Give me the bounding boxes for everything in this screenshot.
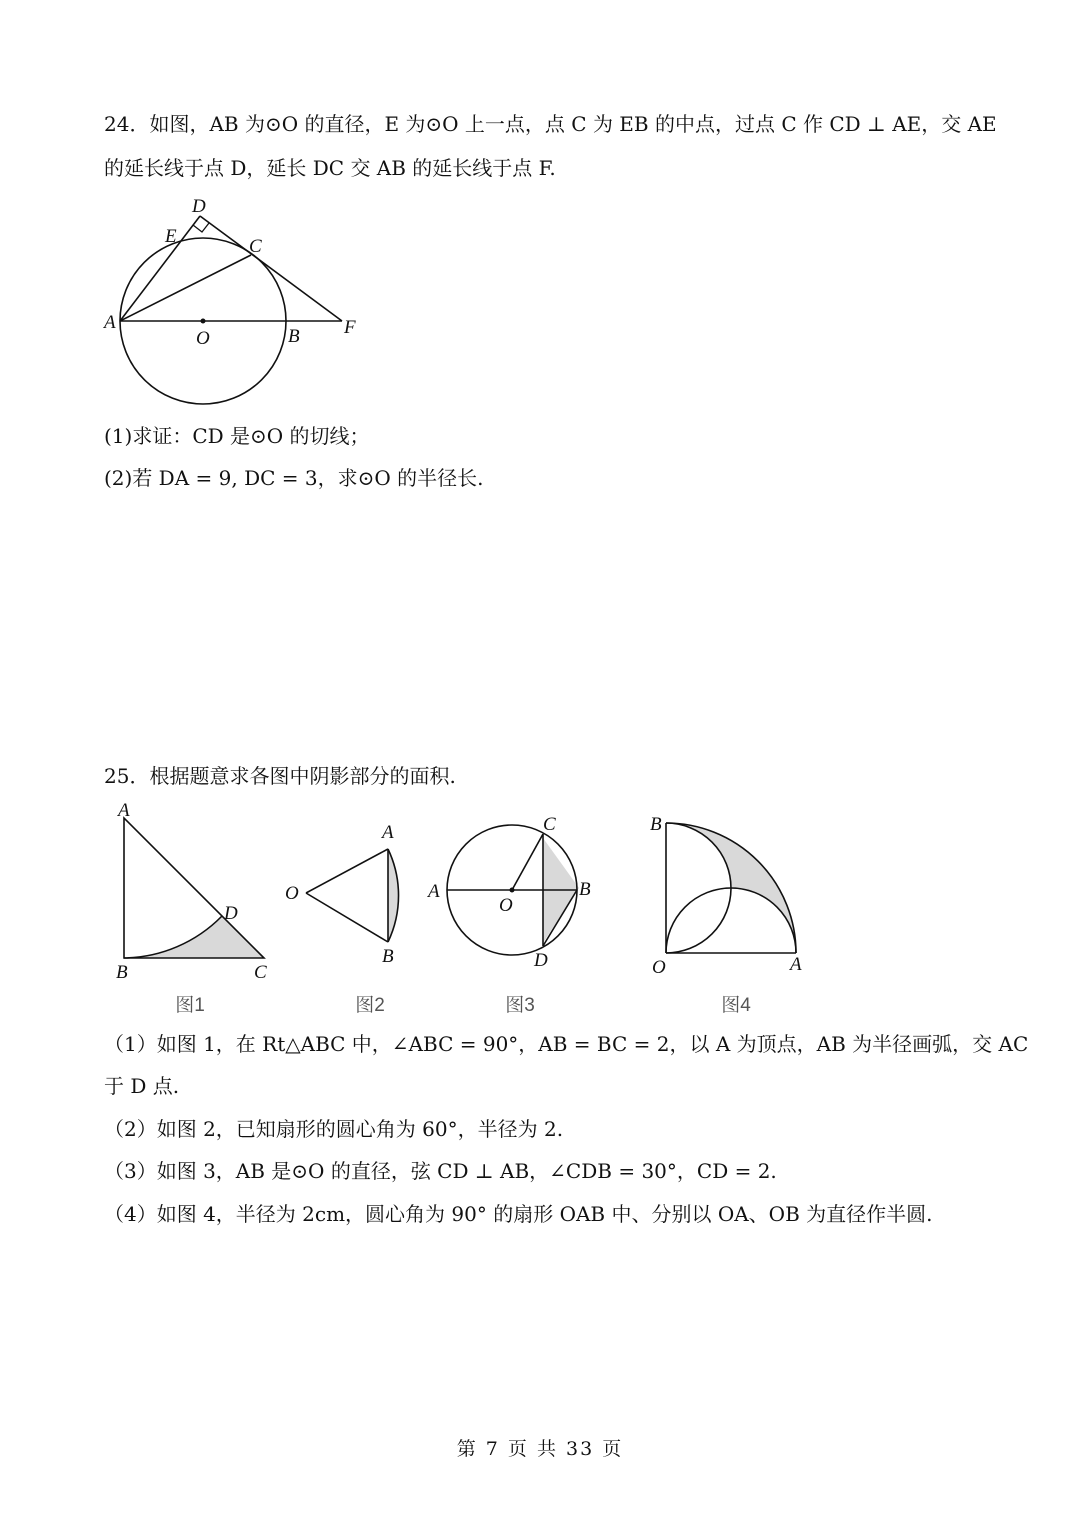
q24-line1: 24．如图，AB 为⊙O 的直径，E 为⊙O 上一点，点 C 为 EB 的中点，过点 C 作 CD ⊥ AE，交 AE xyxy=(104,112,997,136)
q25-p3: （3）如图 3，AB 是⊙O 的直径，弦 CD ⊥ AB，∠CDB = 30°，CD = 2. xyxy=(104,1159,777,1183)
fig2-label-o: O xyxy=(285,883,299,904)
radius-ob xyxy=(306,893,388,942)
radius-oc xyxy=(512,834,543,890)
label-o: O xyxy=(196,328,210,349)
fig1-label-d: D xyxy=(224,903,238,924)
fig2-label-a: A xyxy=(382,822,394,843)
q24-figure xyxy=(96,190,376,410)
center-point xyxy=(201,319,206,324)
q25-figure4 xyxy=(640,808,840,978)
fig4-label-a: A xyxy=(790,954,802,975)
line-ad xyxy=(120,216,200,321)
q25-figure2 xyxy=(280,818,410,968)
line-df xyxy=(200,216,342,321)
right-angle-mark xyxy=(193,223,209,232)
label-e: E xyxy=(165,226,177,247)
fig4-label-o: O xyxy=(652,957,666,978)
q24-line2: 的延长线于点 D，延长 DC 交 AB 的延长线于点 F. xyxy=(104,156,556,180)
fig3-label-o: O xyxy=(499,895,513,916)
fig3-label-b: B xyxy=(579,879,591,900)
fig1-label-a: A xyxy=(118,800,130,821)
q25-p1-line1: （1）如图 1，在 Rt△ABC 中，∠ABC = 90°，AB = BC = 2，以 A 为顶点，AB 为半径画弧，交 AC xyxy=(104,1032,1029,1056)
fig4-label-b: B xyxy=(650,814,662,835)
page-footer: 第 7 页 共 33 页 xyxy=(456,1438,624,1460)
label-c: C xyxy=(249,236,262,257)
fig1-label-c: C xyxy=(254,962,267,983)
fig2-caption: 图2 xyxy=(355,995,385,1016)
q24-part1: (1)求证：CD 是⊙O 的切线； xyxy=(104,424,370,448)
label-d: D xyxy=(192,196,206,217)
fig1-label-b: B xyxy=(116,962,128,983)
q25-figure3 xyxy=(424,810,604,970)
fig3-label-c: C xyxy=(543,814,556,835)
q25-p2: （2）如图 2，已知扇形的圆心角为 60°，半径为 2. xyxy=(104,1117,564,1141)
q25-title: 25．根据题意求各图中阴影部分的面积. xyxy=(104,764,456,788)
fig4-caption: 图4 xyxy=(721,995,751,1016)
q24-part2: (2)若 DA = 9, DC = 3，求⊙O 的半径长. xyxy=(104,466,484,490)
fig3-center xyxy=(510,888,515,893)
label-a: A xyxy=(104,312,116,333)
label-f: F xyxy=(344,317,356,338)
line-ac xyxy=(120,255,251,321)
fig3-label-d: D xyxy=(534,950,548,970)
q25-p4: （4）如图 4，半径为 2cm，圆心角为 90° 的扇形 OAB 中、分别以 OA、OB 为直径作半圆. xyxy=(104,1202,933,1226)
fig1-caption: 图1 xyxy=(175,995,205,1016)
fig2-label-b: B xyxy=(382,946,394,967)
fig3-caption: 图3 xyxy=(505,995,535,1016)
fig3-label-a: A xyxy=(428,881,440,902)
label-b: B xyxy=(288,326,300,347)
q25-figure1 xyxy=(106,796,276,986)
radius-oa xyxy=(306,849,388,893)
q25-p1-line2: 于 D 点. xyxy=(104,1074,180,1098)
triangle-abc xyxy=(124,818,264,958)
